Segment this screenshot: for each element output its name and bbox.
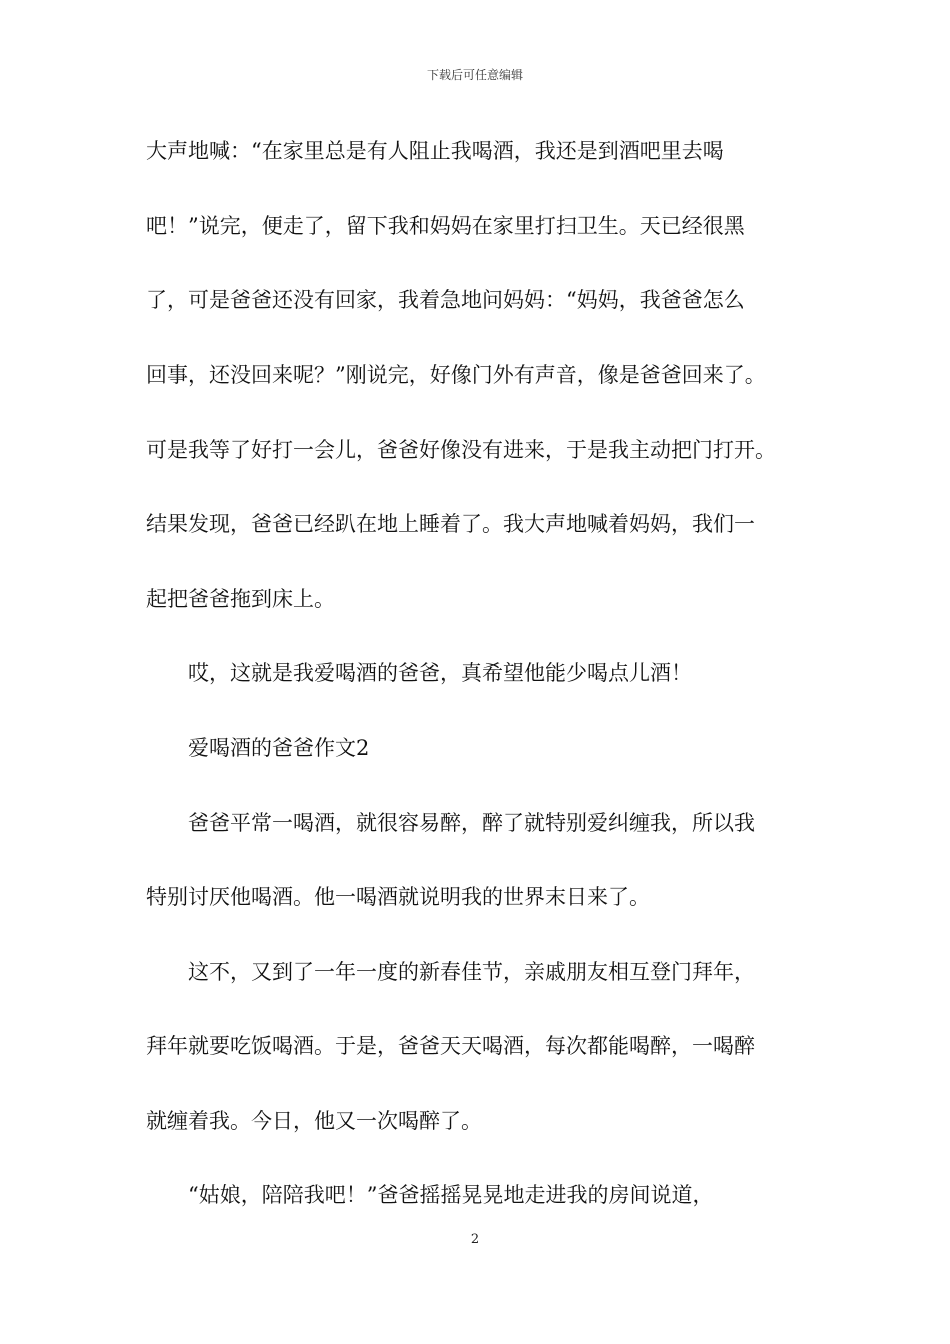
page-header-note: 下载后可任意编辑 (426, 68, 523, 82)
body-line: 就缠着我。今日，他又一次喝醉了。 (146, 1109, 482, 1133)
body-line: 拜年就要吃饭喝酒。于是，爸爸天天喝酒，每次都能喝醉，一喝醉 (146, 1034, 755, 1058)
body-line: 起把爸爸拖到床上。 (146, 587, 335, 611)
paragraph-first-line: 哎，这就是我爱喝酒的爸爸，真希望他能少喝点儿酒！ (188, 661, 692, 685)
section-title: 爱喝酒的爸爸作文2 (188, 736, 370, 760)
page-number: 2 (470, 1232, 480, 1247)
body-line: 结果发现，爸爸已经趴在地上睡着了。我大声地喊着妈妈，我们一 (146, 512, 755, 536)
body-line: 吧！”说完，便走了，留下我和妈妈在家里打扫卫生。天已经很黑 (146, 214, 745, 238)
body-line: 了，可是爸爸还没有回家，我着急地问妈妈：“妈妈，我爸爸怎么 (146, 288, 745, 312)
paragraph-first-line: “姑娘，陪陪我吧！”爸爸摇摇晃晃地走进我的房间说道， (188, 1183, 714, 1207)
paragraph-first-line: 爸爸平常一喝酒，就很容易醉，醉了就特别爱纠缠我，所以我 (188, 811, 755, 835)
body-line: 可是我等了好打一会儿，爸爸好像没有进来，于是我主动把门打开。 (146, 438, 776, 462)
body-line: 大声地喊：“在家里总是有人阻止我喝酒，我还是到酒吧里去喝 (146, 139, 724, 163)
body-line: 回事，还没回来呢？”刚说完，好像门外有声音，像是爸爸回来了。 (146, 363, 766, 387)
body-line: 特别讨厌他喝酒。他一喝酒就说明我的世界末日来了。 (146, 885, 650, 909)
paragraph-first-line: 这不，又到了一年一度的新春佳节，亲戚朋友相互登门拜年， (188, 960, 755, 984)
